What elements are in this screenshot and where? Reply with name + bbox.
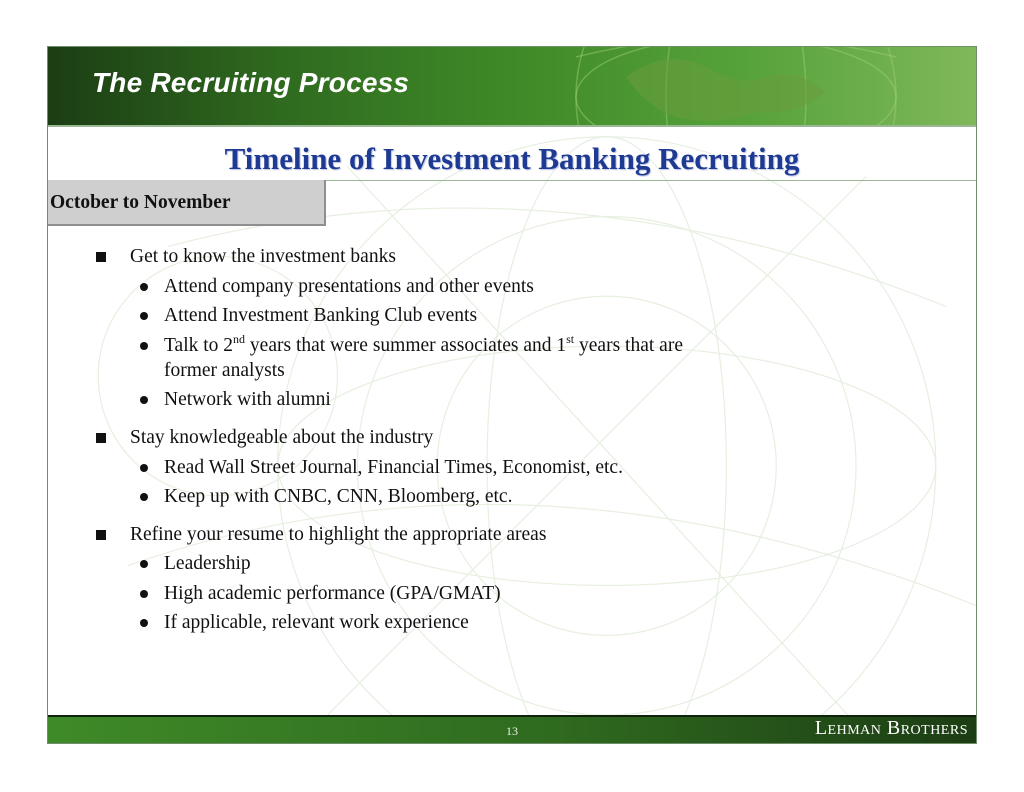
bullet-item [96, 246, 396, 268]
round-bullet-icon [140, 283, 148, 291]
round-bullet-icon [140, 590, 148, 598]
sub-bullet-item [140, 331, 683, 357]
sub-bullet-text: Leadership [164, 553, 251, 574]
sub-bullet-item [140, 486, 512, 508]
sub-bullet-text: Attend Investment Banking Club events [164, 305, 478, 326]
sub-bullet-continuation: former analysts [164, 360, 285, 381]
sub-bullet-text: If applicable, relevant work experience [164, 612, 469, 633]
sub-bullet-text: High academic performance (GPA/GMAT) [164, 583, 501, 604]
square-bullet-icon [96, 252, 106, 262]
sub-bullet-text: Keep up with CNBC, CNN, Bloomberg, etc. [164, 486, 513, 507]
bullet-text: Get to know the investment banks [130, 246, 396, 267]
round-bullet-icon [140, 396, 148, 404]
footer-band [48, 717, 976, 743]
header-title: The Recruiting Process [92, 67, 410, 98]
slide-title: Timeline of Investment Banking Recruiting [224, 141, 800, 176]
bullet-item [96, 427, 433, 449]
round-bullet-icon [140, 493, 148, 501]
round-bullet-icon [140, 312, 148, 320]
round-bullet-icon [140, 464, 148, 472]
sub-bullet-text: Talk to 2nd years that were summer associates and 1st years that are [164, 331, 683, 356]
lehman-brothers-logo: Lehman Brothers [814, 717, 968, 739]
sub-bullet-item [140, 583, 501, 605]
sub-bullet-item [140, 553, 251, 575]
bullet-item [96, 524, 546, 546]
sub-bullet-item [140, 276, 534, 298]
round-bullet-icon [140, 342, 148, 350]
sub-bullet-item [140, 612, 469, 634]
page-number: 13 [506, 724, 518, 738]
section-label: October to November [48, 180, 326, 226]
square-bullet-icon [96, 530, 106, 540]
sub-bullet-text: Network with alumni [164, 389, 331, 410]
sub-bullet-item [140, 457, 623, 479]
bullet-text: Refine your resume to highlight the appropriate areas [130, 524, 547, 545]
bullet-text: Stay knowledgeable about the industry [130, 427, 434, 448]
sub-bullet-text: Attend company presentations and other events [164, 276, 534, 297]
sub-bullet-item [140, 389, 331, 411]
slide [47, 46, 977, 744]
round-bullet-icon [140, 619, 148, 627]
round-bullet-icon [140, 560, 148, 568]
square-bullet-icon [96, 433, 106, 443]
sub-bullet-text: Read Wall Street Journal, Financial Times, Economist, etc. [164, 457, 623, 478]
sub-bullet-item [140, 305, 477, 327]
bullet-content [48, 47, 976, 743]
